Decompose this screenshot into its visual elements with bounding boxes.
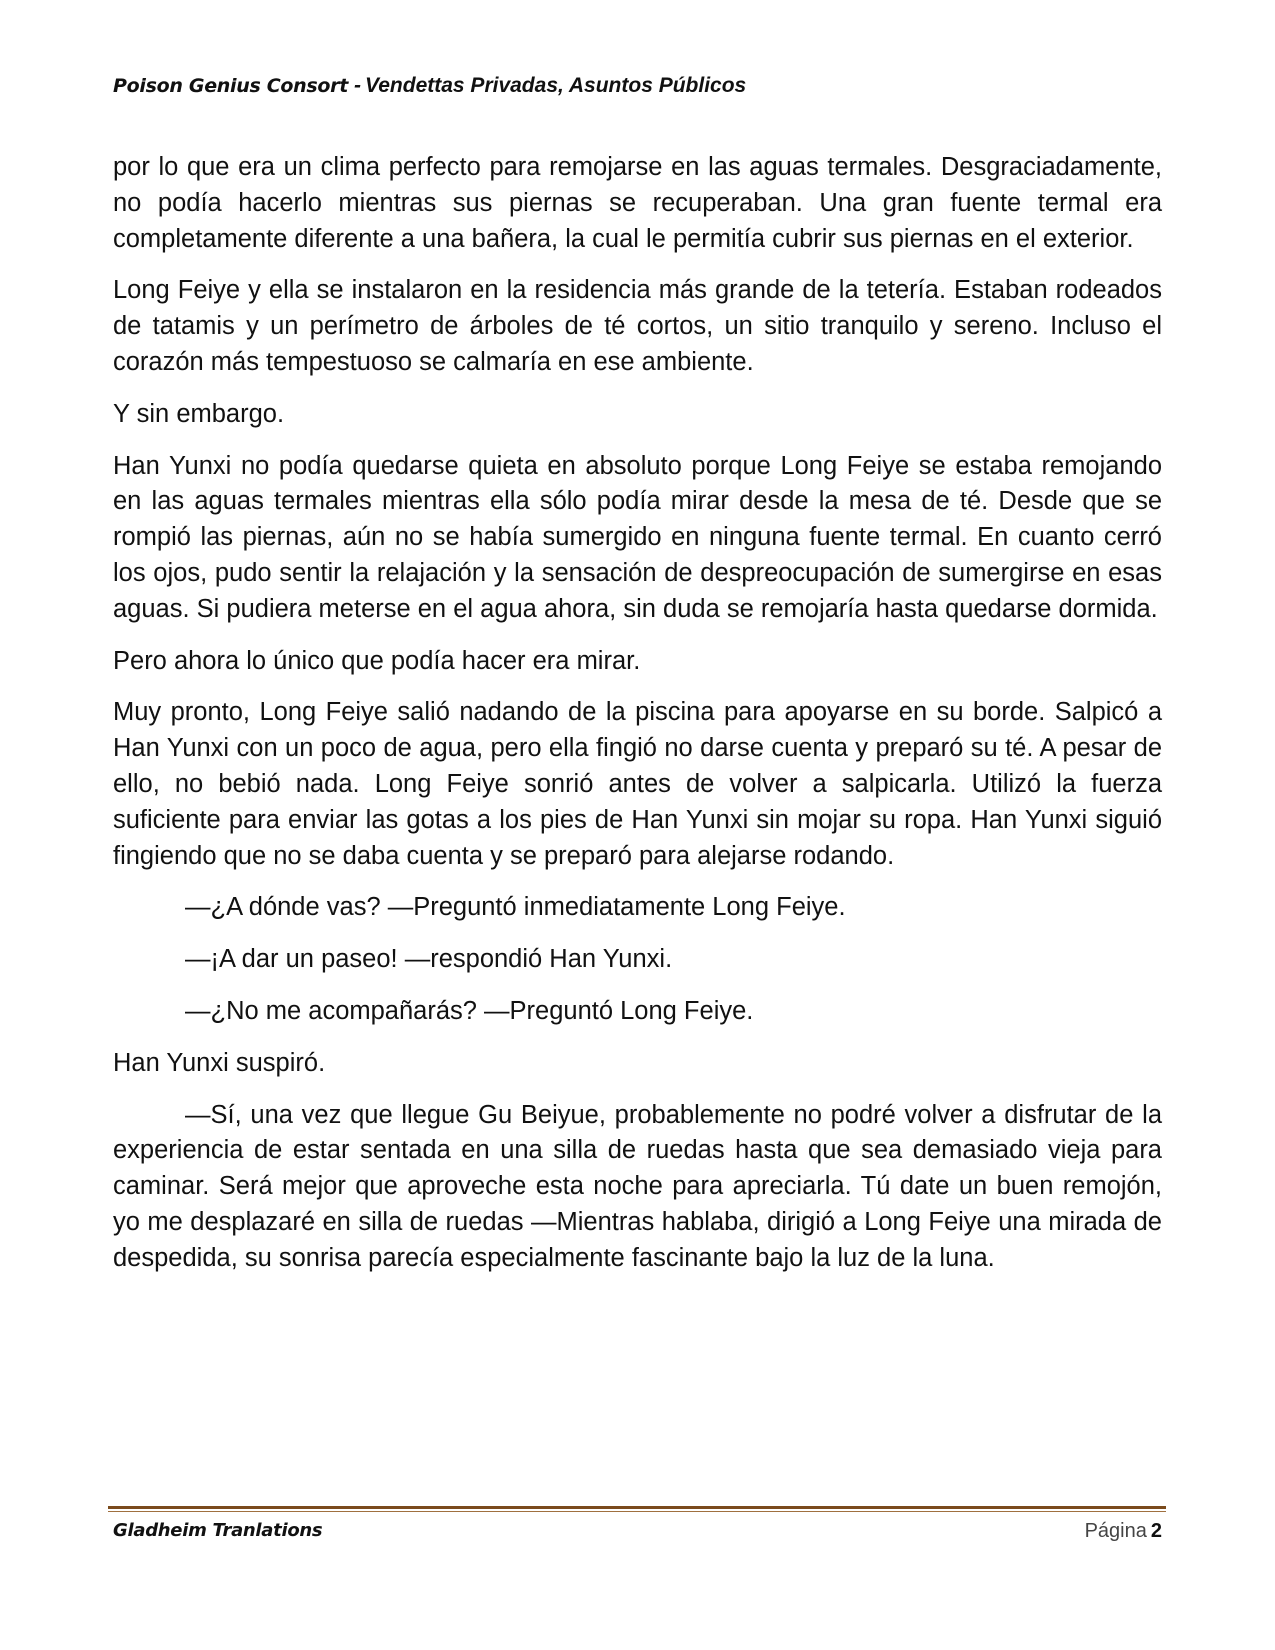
dialogue-line: —¡A dar un paseo! —respondió Han Yunxi.: [185, 945, 673, 974]
dialogue-line: —¿A dónde vas? —Preguntó inmediatamente Long Feiye.: [185, 893, 846, 922]
header-separator: -: [354, 74, 362, 97]
footer-translator: Gladheim Tranlations: [113, 1520, 323, 1541]
paragraph: Han Yunxi suspiró.: [113, 1048, 326, 1077]
footer-rule: [108, 1506, 1166, 1509]
page-number-block: [1085, 1520, 1162, 1543]
paragraph: Muy pronto, Long Feiye salió nadando de la piscina para apoyarse en su borde. Salpicó a Han Yunxi con un poco de agua, pero ella fingió no darse cuenta y preparó su té. A pesar de ello, no bebió nada. Long Feiye sonrió antes de volver a salpicarla. Utilizó la fuerza suficiente para enviar las gotas a los pies de Han Yunxi sin mojar su ropa. Han Yunxi siguió fingiendo que no se daba cuenta y se preparó para alejarse rodando.: [113, 698, 1162, 870]
page-number: 2: [1150, 1520, 1162, 1542]
footer-rule-thin: [108, 1511, 1166, 1512]
dialogue-paragraph: —Sí, una vez que llegue Gu Beiyue, probablemente no podré volver a disfrutar de la experiencia de estar sentada en una silla de ruedas hasta que sea demasiado vieja para caminar. Será mejor que aproveche esta noche para apreciarla. Tú date un buen remojón, yo me desplazaré en silla de ruedas —Mientras hablaba, dirigió a Long Feiye una mirada de despedida, su sonrisa parecía especialmente fascinante bajo la luz de la luna.: [113, 1100, 1162, 1272]
header-series-title: Poison Genius Consort: [113, 75, 349, 97]
running-header: [113, 74, 746, 98]
dialogue-line: —¿No me acompañarás? —Preguntó Long Feiye.: [185, 996, 754, 1025]
header-chapter-title: Vendettas Privadas, Asuntos Públicos: [365, 74, 747, 97]
paragraph: Han Yunxi no podía quedarse quieta en absoluto porque Long Feiye se estaba remojando en las aguas termales mientras ella sólo podía mirar desde la mesa de té. Desde que se rompió las piernas, aún no se había sumergido en ninguna fuente termal. En cuanto cerró los ojos, pudo sentir la relajación y la sensación de despreocupación de sumergirse en esas aguas. Si pudiera meterse en el agua ahora, sin duda se remojaría hasta quedarse dormida.: [113, 451, 1162, 623]
paragraph: Pero ahora lo único que podía hacer era mirar.: [113, 646, 641, 675]
paragraph: por lo que era un clima perfecto para remojarse en las aguas termales. Desgraciadamente, no podía hacerlo mientras sus piernas se recuperaban. Una gran fuente termal era completamente diferente a una bañera, la cual le permitía cubrir sus piernas en el exterior.: [113, 153, 1162, 253]
paragraph: Y sin embargo.: [113, 399, 285, 428]
paragraph: Long Feiye y ella se instalaron en la residencia más grande de la tetería. Estaban rodeados de tatamis y un perímetro de árboles de té cortos, un sitio tranquilo y sereno. Incluso el corazón más tempestuoso se calmaría en ese ambiente.: [113, 276, 1162, 376]
page-label: Página: [1084, 1520, 1147, 1542]
body-text: [113, 150, 1162, 1293]
